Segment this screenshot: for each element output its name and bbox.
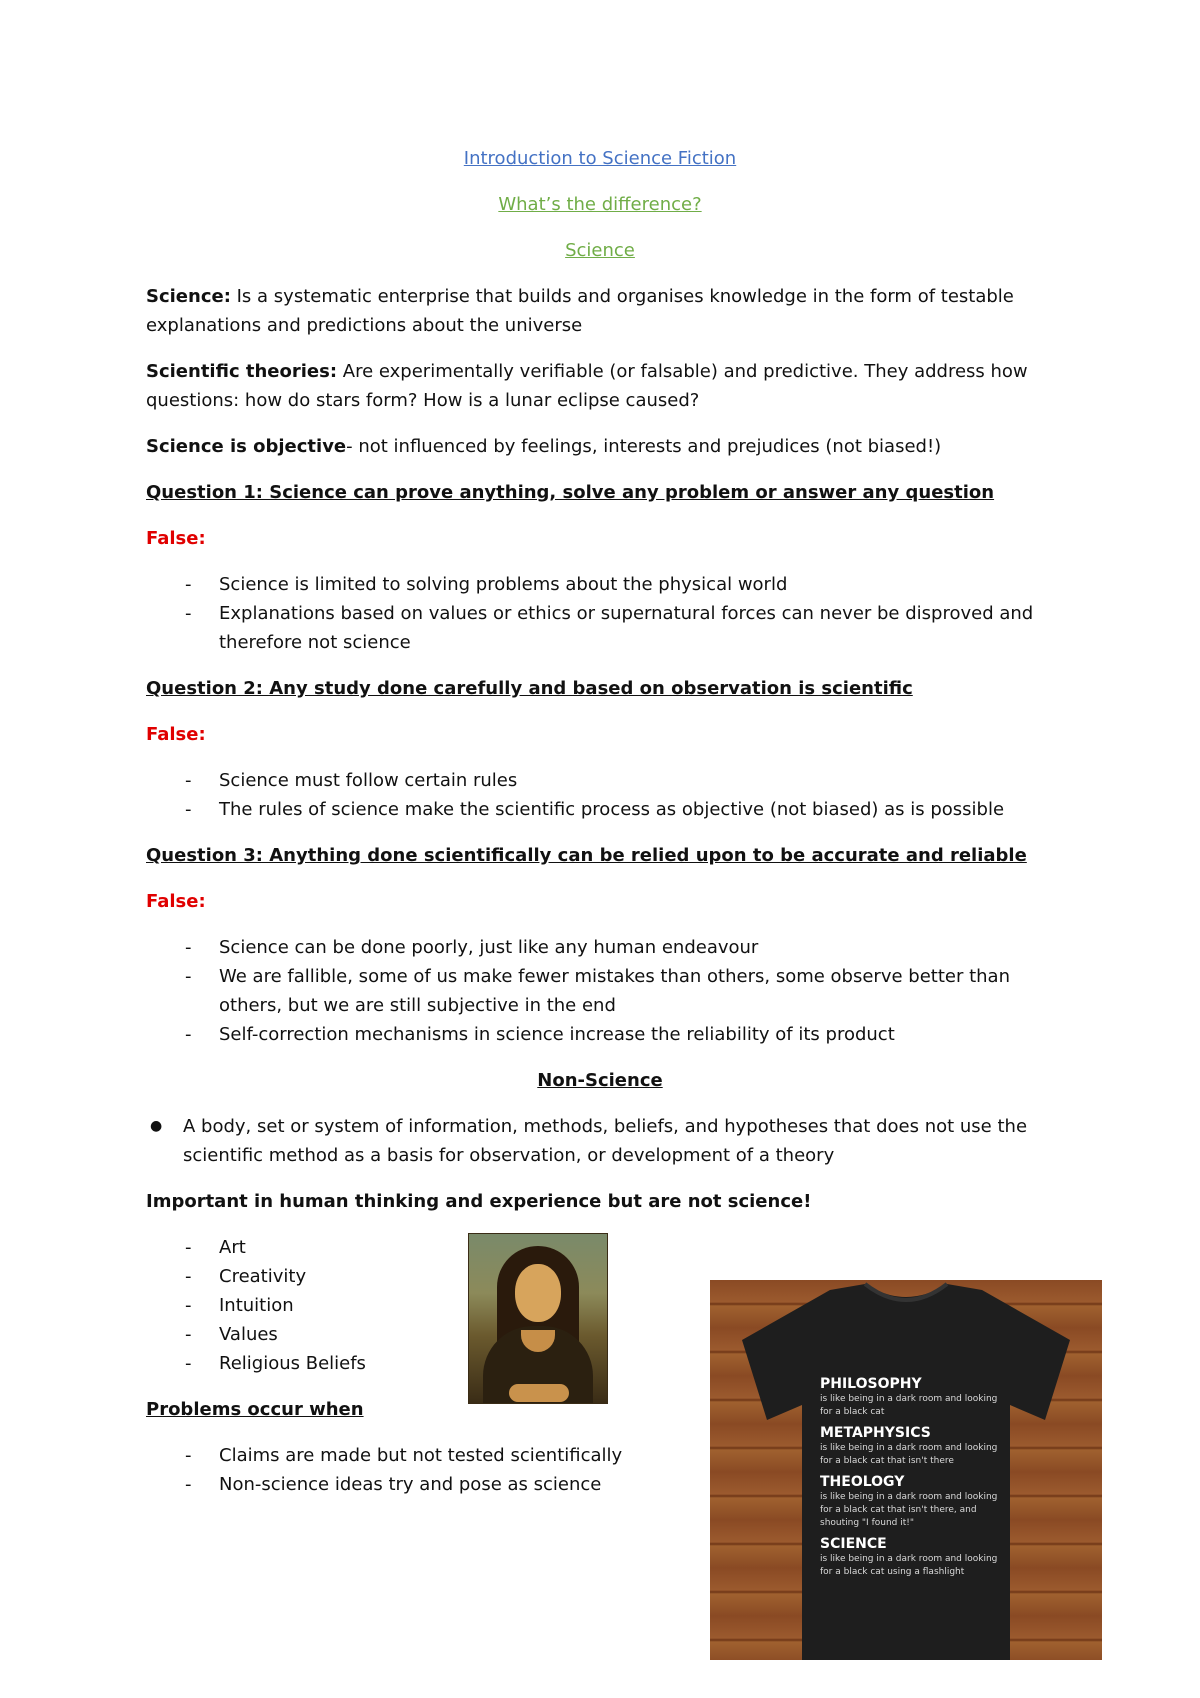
subtitle: What’s the difference? — [498, 194, 702, 215]
tshirt-line: for a black cat that isn't there, and — [820, 1505, 977, 1515]
objective-label: Science is objective — [146, 436, 347, 457]
tshirt-shape — [710, 1280, 1102, 1660]
list-item: We are fallible, some of us make fewer mistakes than others, some observe better than — [219, 966, 1010, 987]
problems-heading: Problems occur when — [146, 1399, 364, 1420]
mona-lisa-image — [468, 1233, 608, 1404]
tshirt-image — [710, 1280, 1102, 1660]
science-definition-line2: explanations and predictions about the universe — [146, 315, 583, 336]
question-2-answer: False: — [146, 724, 206, 745]
list-item: Intuition — [219, 1295, 294, 1316]
question-3: Question 3: Anything done scientifically can be relied upon to be accurate and reliable — [146, 845, 1027, 866]
list-item: Religious Beliefs — [219, 1353, 366, 1374]
theories-line1 — [146, 357, 1028, 386]
list-item-continued: others, but we are still subjective in the end — [219, 995, 616, 1016]
objective-text: - not influenced by feelings, interests and prejudices (not biased!) — [346, 436, 942, 457]
question-3-answer: False: — [146, 891, 206, 912]
theories-line2: questions: how do stars form? How is a lunar eclipse caused? — [146, 390, 700, 411]
objective-line — [146, 432, 941, 461]
question-1: Question 1: Science can prove anything, solve any problem or answer any question — [146, 482, 995, 503]
list-item: Science must follow certain rules — [219, 770, 518, 791]
science-definition-line1 — [146, 282, 1014, 311]
list-item: Non-science ideas try and pose as science — [219, 1474, 602, 1495]
tshirt-heading: THEOLOGY — [820, 1474, 905, 1490]
science-label: Science: — [146, 286, 231, 307]
document-title: Introduction to Science Fiction — [463, 148, 737, 169]
theories-label: Scientific theories: — [146, 361, 338, 382]
nonscience-definition-line2: scientific method as a basis for observation, or development of a theory — [183, 1145, 835, 1166]
nonscience-heading: Non-Science — [537, 1070, 663, 1091]
science-definition-text: Is a systematic enterprise that builds and organises knowledge in the form of testable — [230, 286, 1014, 307]
tshirt-line: is like being in a dark room and looking — [820, 1443, 998, 1453]
list-item: Values — [219, 1324, 278, 1345]
nonscience-definition-line1: A body, set or system of information, methods, beliefs, and hypotheses that does not use the — [183, 1116, 1028, 1137]
tshirt-line: for a black cat — [820, 1407, 885, 1417]
list-item: Explanations based on values or ethics or supernatural forces can never be disproved and — [219, 603, 1034, 624]
tshirt-line: is like being in a dark room and looking — [820, 1554, 998, 1564]
list-item: Claims are made but not tested scientifically — [219, 1445, 623, 1466]
list-item-continued: therefore not science — [219, 632, 411, 653]
list-item: Science is limited to solving problems about the physical world — [219, 574, 788, 595]
bullet-icon: ● — [150, 1118, 163, 1134]
tshirt-line: is like being in a dark room and looking — [820, 1492, 998, 1502]
list-item: Self-correction mechanisms in science increase the reliability of its product — [219, 1024, 895, 1045]
document-page: Introduction to Science Fiction What’s the difference? Science Science: Is a systematic enterprise that builds and organises knowledge in the form of testable explanations and predictions about the universe Scientific theories: Are experimentally verifiable (or falsable) and predictive. They address how questions: how do stars form? How is a lunar eclipse caused? Science is objective- not influenced by feelings, interests and prejudices (not biased!) Question 1: Science can prove anything, solve any problem or answer any question False: - Science is limited to solving problems about the physical world - Explanations based on values or ethics or supernatural forces can never be disproved and therefore not science Question 2: Any study done carefully and based on observation is scientific False: - Science must follow certain rules - The rules of science make the scientific process as objective (not biased) as is possible Question 3: Anything done scientifically can be relied upon to be accurate and reliable False: - Science can be done poorly, just like any human endeavour - We are fallible, some of us make fewer mistakes than others, some observe better than others, but we are still subjective in the end - Self-correction mechanisms in science increase the reliability of its product Non-Science ● A body, set or system of information, methods, beliefs, and hypotheses that does not use the scientific method as a basis for observation, or development of a theory Important in human thinking and experience but are not science! - Art - Creativity - Intuition - Values - Religious Beliefs Problems occur when - Claims are made but not tested scientifically - Non-science ideas try and pose as science PHILOSOPHY is like being in a dark room and looking for a black cat METAPHYSICS is like being in a dark room and looking for a black cat that isn't there THEOLOGY is like being in a dark room and looking for a black cat that isn't there, and shouting "I found it!" SCIENCE is like being in a dark room and looking for a black cat using a flashlight — [0, 0, 1200, 1698]
tshirt-line: for a black cat that isn't there — [820, 1456, 954, 1466]
science-heading: Science — [565, 240, 635, 261]
tshirt-heading: PHILOSOPHY — [820, 1376, 922, 1392]
list-item: Science can be done poorly, just like any human endeavour — [219, 937, 759, 958]
tshirt-heading: METAPHYSICS — [820, 1425, 931, 1441]
question-1-answer: False: — [146, 528, 206, 549]
tshirt-line: shouting "I found it!" — [820, 1518, 914, 1528]
tshirt-heading: SCIENCE — [820, 1536, 887, 1552]
tshirt-line: for a black cat using a flashlight — [820, 1567, 965, 1577]
list-item: Art — [219, 1237, 246, 1258]
theories-text: Are experimentally verifiable (or falsable) and predictive. They address how — [337, 361, 1028, 382]
list-item: The rules of science make the scientific process as objective (not biased) as is possible — [219, 799, 1005, 820]
important-heading: Important in human thinking and experience but are not science! — [146, 1191, 812, 1212]
question-2: Question 2: Any study done carefully and based on observation is scientific — [146, 678, 913, 699]
list-item: Creativity — [219, 1266, 307, 1287]
tshirt-line: is like being in a dark room and looking — [820, 1394, 998, 1404]
